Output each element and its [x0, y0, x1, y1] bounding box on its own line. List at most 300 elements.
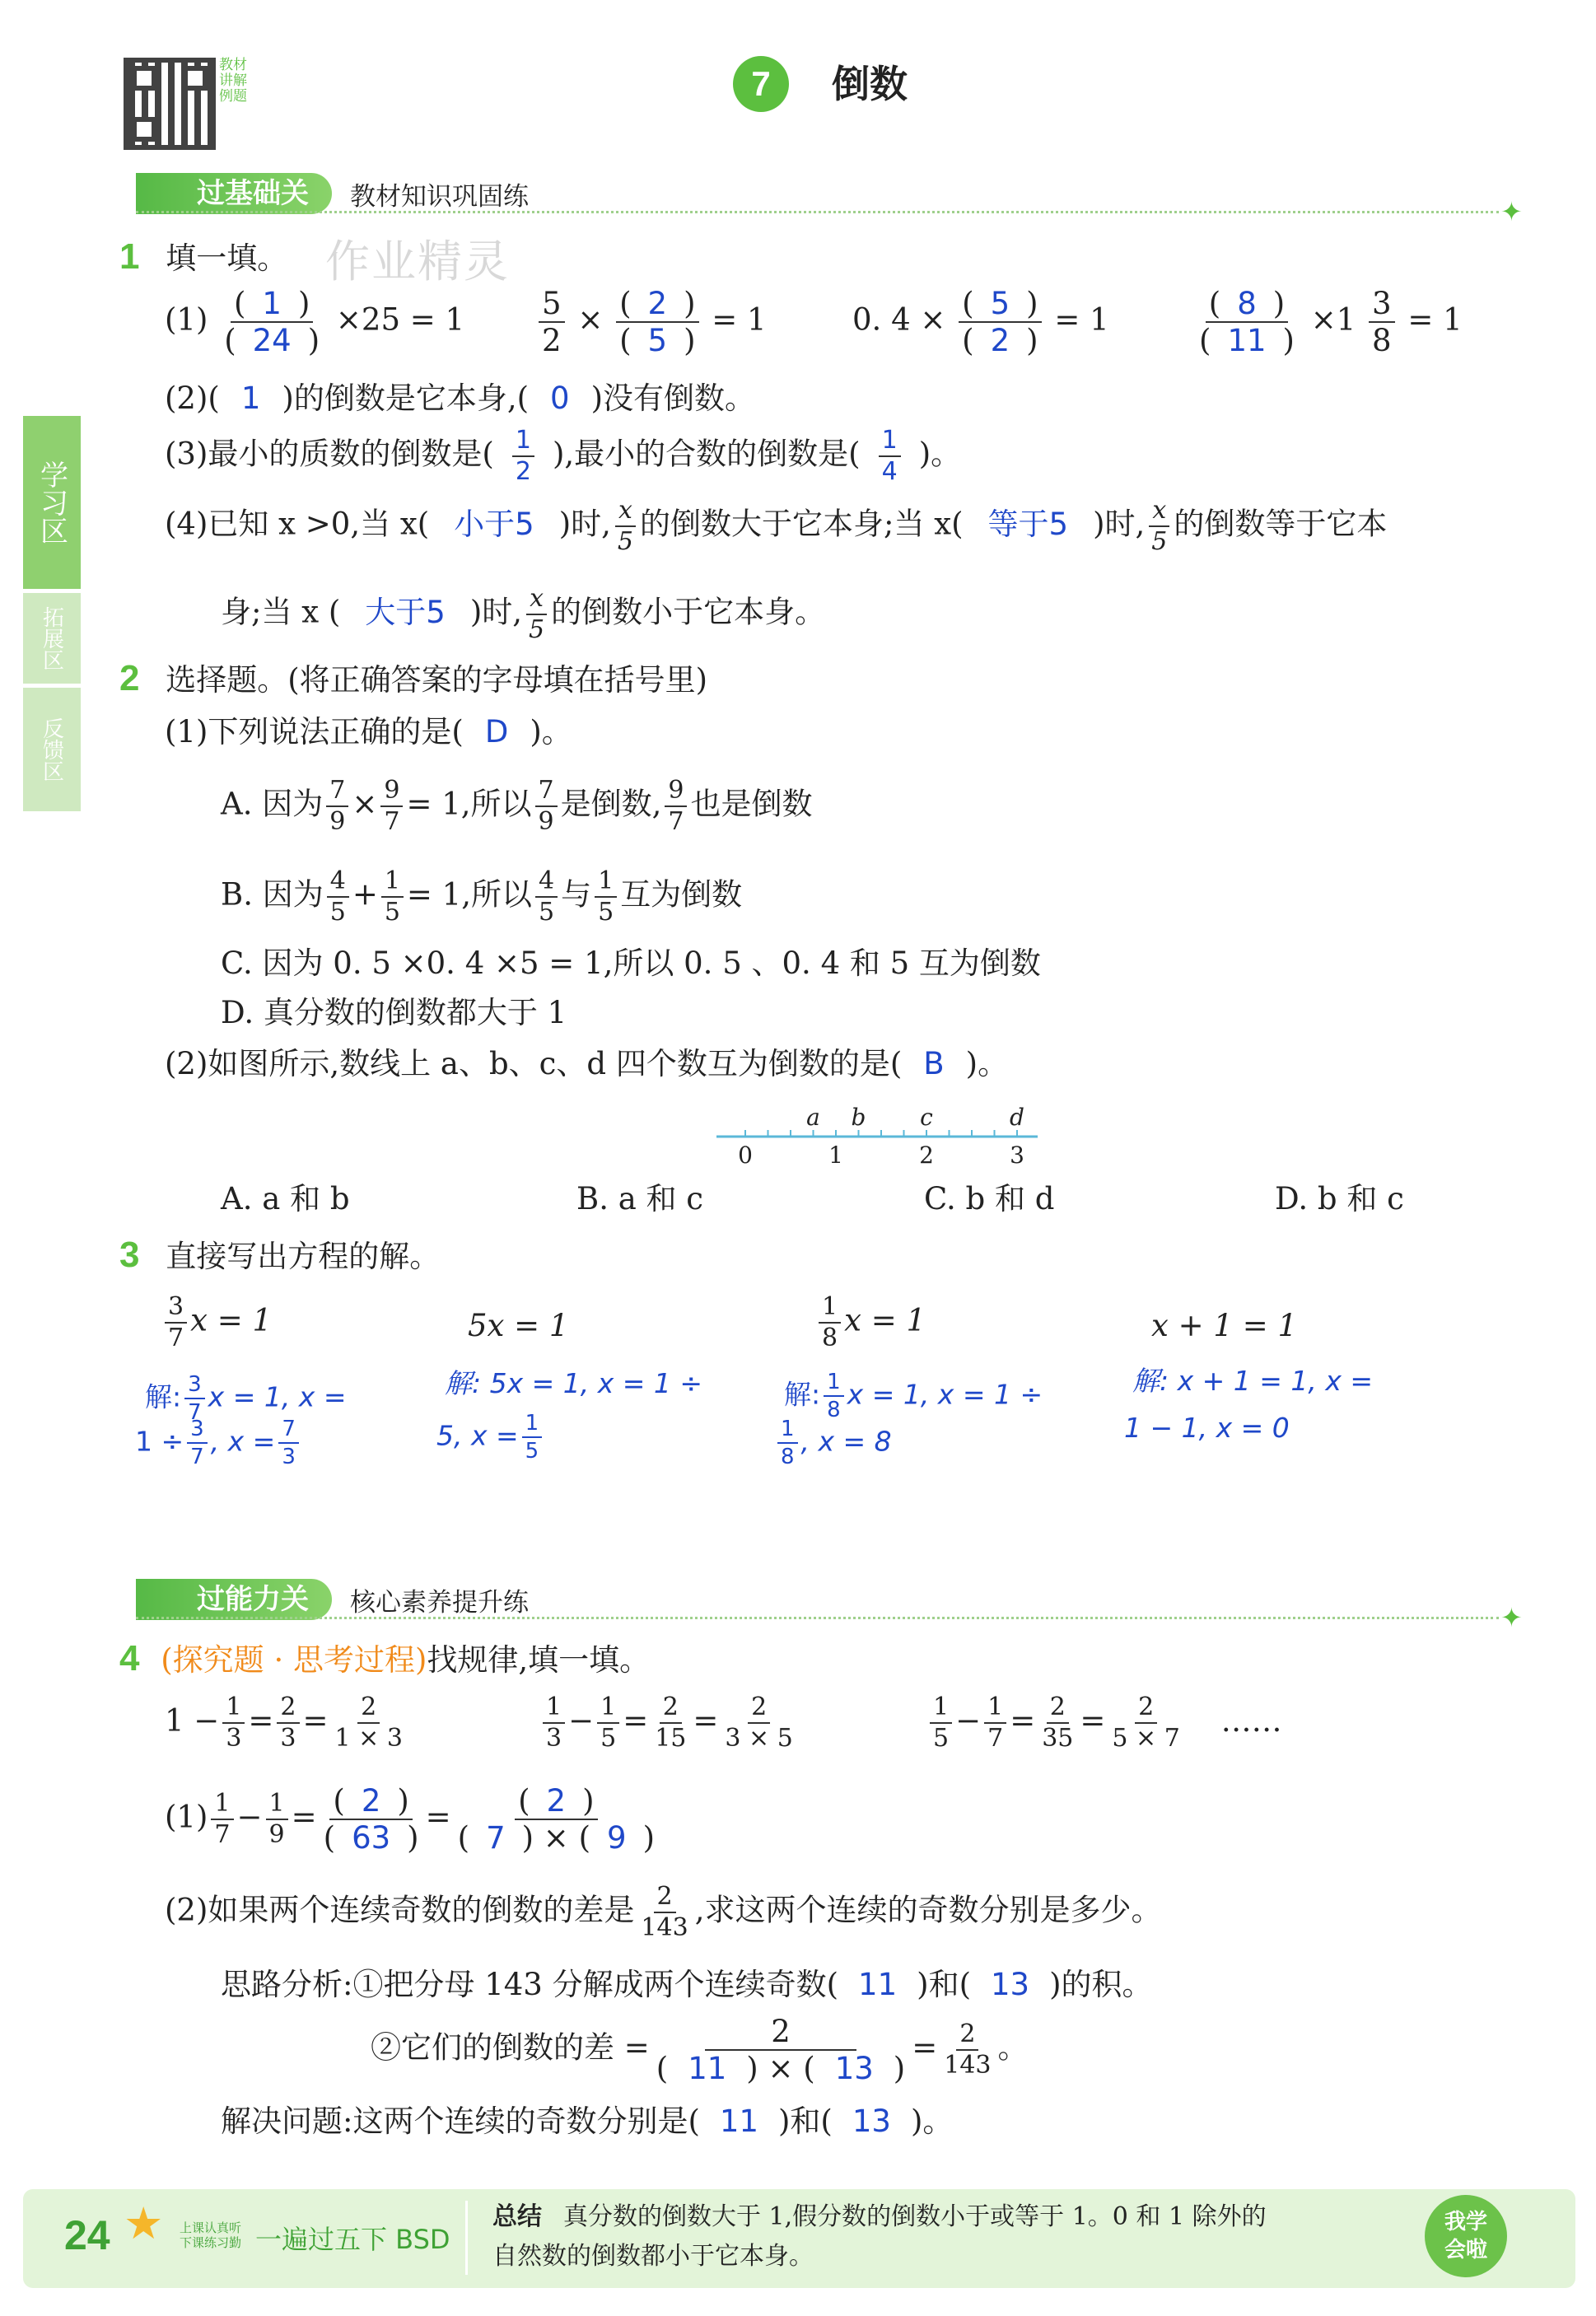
q4p1-answer1: $\frac{( 2 )}{( 63 )}$: [323, 1783, 419, 1856]
q1p3-ans2-den: 4: [881, 457, 898, 486]
q1p1-d-num: 3: [1369, 288, 1395, 323]
q4pt3-f1: [984, 1695, 1006, 1751]
q1-number: 1: [119, 236, 140, 277]
q4a2-frac: $\frac{2}{( 11 ) \times ( 13 )}$: [656, 2014, 906, 2086]
q1p3-ans1: [512, 428, 534, 484]
q4pt1-f3-den: 1 × 3: [334, 1724, 403, 1753]
q4pt2-f3: [721, 1695, 796, 1751]
q1p3-ans1-num: 1: [512, 428, 534, 457]
q1-part4-line1: [165, 498, 1387, 554]
q1p3-pre: (3)最小的质数的倒数是(: [165, 436, 494, 472]
q4a1-ans1: 11: [858, 1967, 898, 2002]
q1p3-ans1-den: 2: [515, 457, 531, 486]
q1p1-c-ans-num: 5: [990, 286, 1010, 321]
q4pt1-f1-den: 3: [226, 1724, 242, 1753]
q3s3-f2: [777, 1418, 798, 1468]
number-line: [708, 1095, 1054, 1170]
q1p3-ans2: [879, 428, 901, 484]
q1p1-a-answer: $\frac{( 1 )}{( 24 )}$: [224, 286, 320, 358]
section-divider-basic: [136, 211, 1499, 213]
q4-title: 找规律,填一填。: [427, 1642, 651, 1678]
qr-caption: [219, 58, 260, 105]
number-line-tick-label: 3: [1010, 1142, 1024, 1169]
q1p1-b-num: 5: [539, 288, 565, 323]
q1p2-pre: (2)(: [165, 381, 220, 416]
q4a2-ans1: 11: [688, 2051, 727, 2086]
q1p4-l1c: 的倒数大于它本身;当 x(: [640, 506, 964, 542]
q2-option-b: [221, 866, 743, 927]
q4a1-c: )的积。: [1049, 1967, 1153, 2002]
q2p2-pre: (2)如图所示,数线上 a、b、c、d 四个数互为倒数的是(: [165, 1046, 903, 1081]
q1p1-b-tail: = 1: [712, 301, 767, 338]
q4-ellipsis: ……: [1220, 1702, 1282, 1739]
q4pt1-lead: 1 −: [165, 1702, 220, 1739]
q3s2-f-num: 1: [522, 1412, 543, 1438]
q4pt1-f1: [222, 1695, 245, 1751]
q3-sol1-line1: [145, 1374, 346, 1423]
q2p2-option-c: C. b 和 d: [924, 1181, 1055, 1216]
q2b-t5: 互为倒数: [620, 876, 743, 913]
q1p4-l1e: 的倒数等于它本: [1174, 506, 1388, 542]
q2a-t2: ×: [352, 786, 378, 822]
qr-caption-3: 例题: [219, 88, 247, 105]
q3s3-f2-num: 1: [777, 1418, 798, 1444]
q1p1-a-den: 24: [252, 323, 292, 358]
q4-tag: (探究题 · 思考过程): [161, 1642, 427, 1678]
q3-eq4: x + 1 = 1: [1151, 1308, 1297, 1343]
book-title: 一遍过五下 BSD: [255, 2224, 450, 2255]
q2b-f1: [327, 866, 349, 927]
q2a-f4-den: 7: [668, 807, 684, 836]
q1p1-d-mid: ×1: [1310, 301, 1356, 338]
q4p1-f2: [266, 1791, 288, 1847]
q3s1-f3-num: 7: [278, 1418, 299, 1444]
q2a-t3: = 1,所以: [406, 786, 532, 822]
number-line-point-c: c: [920, 1104, 933, 1131]
side-tab-extend-label: 拓展区: [39, 606, 64, 670]
q2p1-ans: D: [484, 714, 509, 749]
watermark: 作业精灵: [325, 236, 510, 287]
q4pt3-f1-num: 1: [984, 1695, 1006, 1724]
mascot-star-icon: ★: [124, 2197, 164, 2249]
q2a-f3: [535, 778, 558, 834]
q4pt1-f2-num: 2: [277, 1695, 299, 1724]
q3e3-tail: x = 1: [844, 1302, 926, 1338]
q3-sol4-line2: 1 − 1, x = 0: [1124, 1412, 1290, 1444]
footer-slogan-2: 下课练习勤: [180, 2235, 242, 2250]
q3s1-c: 1 ÷: [135, 1425, 184, 1458]
q4-analysis2: ②它们的倒数的差 = $\frac{2}{( 11 ) \times ( 13 )}$ = $\frac{2}{143}$ 。: [371, 2014, 1029, 2086]
section-banner-basic: [136, 173, 529, 214]
q3-eq1: [161, 1292, 273, 1352]
q4s-ans1: 11: [719, 2104, 758, 2139]
q1-part3: [165, 428, 961, 484]
q2b-f4: [595, 866, 617, 927]
q3s1-f2: [187, 1418, 208, 1468]
q2a-f4-num: 9: [665, 778, 687, 807]
q1p4-l2c: 的倒数小于它本身。: [551, 594, 826, 630]
q4a2-rhs: [940, 2019, 994, 2080]
section-subtitle-basic: 教材知识巩固练: [350, 181, 529, 212]
q4pt1-f2-den: 3: [280, 1724, 296, 1753]
q4pt2-f2-num: 2: [660, 1695, 682, 1724]
side-tab-extend[interactable]: [23, 593, 81, 684]
q4pt3-f3: [1108, 1695, 1183, 1751]
q4p1-f1-den: 7: [214, 1820, 231, 1849]
summary-text: [492, 2197, 1267, 2276]
q2p1-post: )。: [530, 714, 572, 749]
q4a1-a: 思路分析:①把分母 143 分解成两个连续奇数(: [221, 1967, 839, 2002]
q4p1-ans-den: 63: [352, 1820, 391, 1856]
q3-eq2: 5x = 1: [468, 1308, 569, 1343]
q1p1-c-head: 0. 4 ×: [852, 301, 946, 338]
q2b-f3-num: 4: [535, 869, 558, 898]
q4pt3-f2-num: 2: [1047, 1695, 1069, 1724]
badge-i-learned: [1425, 2195, 1507, 2277]
q4pt2-f0-num: 1: [543, 1695, 565, 1724]
q3s1-b: x = 1, x =: [208, 1380, 347, 1413]
q3s1-f1-den: 7: [188, 1400, 202, 1425]
q4pt3-f3-num: 2: [1135, 1695, 1157, 1724]
q1p1-d-ans-den: 11: [1227, 323, 1267, 358]
q2a-f2-den: 7: [384, 807, 400, 836]
q1p4-l1d: )时,: [1093, 506, 1146, 542]
q3s3-b: x = 1, x = 1 ÷: [847, 1378, 1043, 1411]
q3s3-f1: [824, 1371, 844, 1421]
side-tab-feedback[interactable]: [23, 688, 81, 811]
q4-part1: (1) $\frac{1}{7}$ − $\frac{1}{9}$ = $\frac{( 2 )}{( 63 )}$ = $\frac{( 2 )}{( 7 ) \times ( 9 )}$: [165, 1786, 661, 1853]
page-title: 倒数: [832, 62, 908, 106]
q1p1-a-tail: ×25 = 1: [335, 301, 465, 338]
q3e1-num: 3: [165, 1295, 187, 1324]
q3s2-f-den: 5: [525, 1439, 539, 1464]
q2-heading: [119, 659, 707, 700]
number-line-point-b: b: [851, 1104, 866, 1131]
number-line-point-d: d: [1010, 1104, 1024, 1131]
q3e3-frac: [819, 1292, 841, 1352]
q4pt3-f0-den: 5: [933, 1724, 950, 1753]
q3e1-den: 7: [168, 1324, 184, 1352]
q1p3-mid: ),最小的合数的倒数是(: [552, 436, 861, 472]
q1p4-frac1-num: x: [615, 498, 636, 527]
q3-heading: [119, 1235, 440, 1277]
q3e1-tail: x = 1: [190, 1302, 273, 1338]
q3-sol2-line1: 解: 5x = 1, x = 1 ÷: [445, 1367, 703, 1399]
q1-title: 填一填。: [166, 240, 288, 276]
q1p4-frac3: [525, 586, 548, 642]
q3s3-a: 解:: [784, 1378, 821, 1411]
q4s-c: )。: [910, 2104, 954, 2139]
q2b-f3: [535, 866, 558, 927]
q1p4-frac3-num: x: [526, 586, 547, 615]
footer-slogan-1: 上课认真听: [180, 2220, 242, 2235]
q1p4-ans2: 等于5: [987, 506, 1069, 542]
q1p4-l1a: (4)已知 x >0,当 x(: [165, 506, 430, 542]
q1-part1: [165, 288, 464, 356]
q3e1-frac: [165, 1292, 187, 1352]
q2b-f2-num: 1: [381, 869, 404, 898]
q4pt2-f1-num: 1: [597, 1695, 619, 1724]
q4p2-frac-num: 2: [654, 1884, 676, 1913]
q2-option-a: [221, 778, 812, 834]
q4p1-f2-den: 9: [268, 1820, 285, 1849]
q2-title: 选择题。(将正确答案的字母填在括号里): [166, 662, 708, 698]
q3-eq3: [815, 1292, 926, 1352]
q3s1-f2-num: 3: [187, 1418, 208, 1444]
q1p4-l2a: 身;当 x (: [221, 594, 341, 630]
q4a2-frac-num: 2: [705, 2016, 856, 2051]
q2a-f2: [380, 778, 403, 834]
q2p2-ans: B: [923, 1046, 945, 1081]
q1p4-frac2-num: x: [1149, 498, 1169, 527]
q4pt2-f1-den: 5: [600, 1724, 617, 1753]
q2b-t2: +: [352, 876, 378, 913]
q4p1-f2-num: 1: [266, 1791, 288, 1820]
q1p1-d-frac: [1369, 288, 1395, 356]
badge-line1: 我学: [1444, 2210, 1487, 2234]
q4p1-label: (1): [165, 1799, 208, 1835]
q4a2-a: ②它们的倒数的差 =: [371, 2029, 650, 2066]
summary-label: 总结: [492, 2202, 542, 2231]
q4a2-ans2: 13: [834, 2051, 874, 2086]
star-icon: ✦: [1500, 1602, 1523, 1633]
q2a-f3-num: 7: [535, 778, 558, 807]
q1p1-b-answer: $\frac{( 2 )}{( 5 )}$: [616, 288, 698, 356]
section-banner-ability: [136, 1579, 529, 1620]
q3s1-d: , x =: [210, 1425, 276, 1458]
q2-option-d: D. 真分数的倒数都大于 1: [221, 995, 567, 1030]
q4pt1-f3-num: 2: [357, 1695, 380, 1724]
q4pt2-f0: [543, 1695, 565, 1751]
q4a1-b: )和(: [917, 1967, 972, 2002]
q4p1-ans2-d1: 7: [486, 1820, 506, 1856]
q4p1-ans2-num: 2: [546, 1783, 567, 1819]
q2p2-option-d: D. b 和 c: [1275, 1181, 1404, 1216]
q2b-f2-den: 5: [384, 898, 400, 927]
q4-pattern3: $\frac{1}{5}$ − $\frac{1}{7}$ = $\frac{2}{35}$ = $\frac{2}{5 \times 7}$ ……: [926, 1695, 1282, 1751]
q2-part2: [165, 1044, 1008, 1084]
q2b-f4-den: 5: [598, 898, 614, 927]
q2a-t1: A. 因为: [221, 786, 324, 822]
q2b-t3: = 1,所以: [406, 876, 532, 913]
q4-pattern1: 1 − $\frac{1}{3}$ = $\frac{2}{3}$ = $\frac{2}{1 \times 3}$: [165, 1695, 409, 1751]
star-icon: ✦: [1500, 196, 1523, 227]
lesson-number-badge: [733, 56, 789, 112]
q1p4-frac1: [614, 498, 637, 554]
q1p1-label: (1): [165, 301, 208, 338]
q1p1-d-answer: $\frac{( 8 )}{( 11 )}$: [1199, 286, 1295, 358]
q4p1-f1-num: 1: [211, 1791, 233, 1820]
q2a-f1: [326, 778, 348, 834]
q1p4-l2b: )时,: [469, 594, 523, 630]
q4a2-rhs-den: 143: [944, 2051, 992, 2080]
q4s-ans2: 13: [852, 2104, 891, 2139]
section-title-ability: 过能力关: [136, 1579, 332, 1620]
q4pt3-f2-den: 35: [1042, 1724, 1074, 1753]
q2b-f4-num: 1: [595, 869, 617, 898]
footer-slogan: [180, 2220, 241, 2250]
q3e3-den: 8: [822, 1324, 838, 1352]
side-tab-study[interactable]: [23, 416, 81, 589]
q1p3-post: )。: [918, 436, 962, 472]
q4a1-ans2: 13: [991, 1967, 1030, 2002]
q4pt2-f3-den: 3 × 5: [725, 1724, 793, 1753]
q4p2-post: ,求这两个连续的奇数分别是多少。: [694, 1892, 1162, 1928]
q1p1-c-answer: $\frac{( 5 )}{( 2 )}$: [959, 288, 1041, 356]
badge-line2: 会啦: [1444, 2238, 1487, 2262]
q1p1-d-tail: = 1: [1407, 301, 1463, 338]
q1p2-mid: )的倒数是它本身,(: [282, 381, 530, 416]
q4pt3-f0: [930, 1695, 952, 1751]
q1p4-ans3: 大于5: [365, 594, 446, 630]
q4-heading: [119, 1639, 650, 1680]
side-tab-feedback-label: 反馈区: [39, 717, 64, 782]
q2b-t4: 与: [561, 876, 592, 913]
q1p1-a-num: 1: [262, 286, 282, 321]
q1p1-b-den: 2: [542, 323, 562, 358]
q4p1-answer2: $\frac{( 2 )}{( 7 ) \times ( 9 )}$: [457, 1783, 655, 1856]
q4pt1-f3: [332, 1695, 406, 1751]
number-line-tick-label: 1: [828, 1142, 843, 1169]
side-tab-study-label: 学习区: [35, 460, 68, 544]
q1p1-d-den: 8: [1372, 323, 1392, 358]
q2a-f1-num: 7: [326, 778, 348, 807]
q1-part1-d: [1192, 288, 1463, 356]
q4pt3-f2: [1038, 1695, 1076, 1751]
q1-part1-c: [852, 288, 1109, 356]
q1p1-b-mid: ×: [577, 301, 604, 338]
q3s1-f1-num: 3: [184, 1374, 205, 1399]
q4p1-ans-num: 2: [361, 1783, 381, 1819]
q2p2-option-b: B. a 和 c: [576, 1181, 704, 1216]
q4pt2-f2-den: 15: [655, 1724, 687, 1753]
q2p2-post: )。: [965, 1046, 1009, 1081]
q3s3-f2-den: 8: [781, 1445, 795, 1469]
q2p1-pre: (1)下列说法正确的是(: [165, 714, 464, 749]
q1-heading: [119, 237, 287, 278]
q3e3-num: 1: [819, 1295, 841, 1324]
q1p4-frac1-den: 5: [617, 527, 634, 556]
q1-part2: [165, 379, 755, 418]
q3-sol2-line2: [436, 1412, 545, 1462]
q3s3-f1-den: 8: [827, 1398, 841, 1422]
q3-sol1-line2: [135, 1418, 302, 1468]
number-line-tick-label: 2: [919, 1142, 934, 1169]
footer-divider: [465, 2201, 468, 2275]
q1p2-post: )没有倒数。: [590, 381, 756, 416]
q1p4-frac2: [1148, 498, 1170, 554]
qr-caption-1: 教材: [219, 57, 247, 73]
q3s3-c: , x = 8: [800, 1425, 892, 1458]
q3-sol4-line1: 解: x + 1 = 1, x =: [1132, 1365, 1374, 1397]
q1p4-frac2-den: 5: [1151, 527, 1168, 556]
q2b-f1-num: 4: [327, 869, 349, 898]
q4-number: 4: [119, 1638, 140, 1679]
q3s1-f2-den: 7: [190, 1445, 204, 1469]
q2b-f1-den: 5: [329, 898, 346, 927]
q3s1-f3: [278, 1418, 299, 1468]
q2-part1: [165, 712, 572, 752]
q2-number: 2: [119, 658, 140, 698]
number-line-points: [806, 1104, 1024, 1131]
q1p4-l1b: )时,: [558, 506, 611, 542]
q1-part4-line2: [221, 586, 825, 642]
q4p2-frac-den: 143: [641, 1913, 688, 1942]
q4s-a: 解决问题:这两个连续的奇数分别是(: [221, 2104, 700, 2139]
q2b-f2: [381, 866, 404, 927]
q2a-t5: 也是倒数: [690, 786, 813, 822]
q4pt1-f2: [277, 1695, 299, 1751]
q2a-f4: [665, 778, 687, 834]
q3s1-f3-den: 3: [282, 1445, 296, 1469]
q2a-f3-den: 9: [538, 807, 554, 836]
q4p2-frac: [637, 1884, 691, 1940]
q4-solution: [221, 2102, 953, 2141]
q4p1-f1: [211, 1791, 233, 1847]
q2b-t1: B. 因为: [221, 876, 324, 913]
q4s-b: )和(: [778, 2104, 833, 2139]
section-subtitle-ability: 核心素养提升练: [350, 1587, 529, 1618]
q1p1-c-tail: = 1: [1054, 301, 1109, 338]
q4pt2-f1: [597, 1695, 619, 1751]
qr-code[interactable]: [124, 58, 216, 150]
q4-part2: [165, 1884, 1161, 1940]
q3-number: 3: [119, 1235, 140, 1275]
summary-line1: 真分数的倒数大于 1,假分数的倒数小于或等于 1。0 和 1 除外的: [563, 2202, 1267, 2231]
summary-line2: 自然数的倒数都小于它本身。: [492, 2242, 814, 2271]
section-title-basic: 过基础关: [136, 173, 332, 214]
q1-part1-b: [535, 288, 767, 356]
q3s3-f1-num: 1: [824, 1371, 844, 1397]
q4a2-rhs-num: 2: [956, 2022, 978, 2051]
q4pt3-f3-den: 5 × 7: [1112, 1724, 1180, 1753]
q3s2-f: [522, 1412, 543, 1462]
q4-analysis1: [221, 1965, 1153, 2005]
qr-caption-2: 讲解: [219, 72, 247, 89]
q4pt3-f1-den: 7: [987, 1724, 1004, 1753]
q1p1-b-ans-num: 2: [647, 286, 668, 321]
q4p2-pre: (2)如果两个连续奇数的倒数的差是: [165, 1892, 635, 1928]
q1p1-b-frac: [539, 288, 565, 356]
q2a-f2-num: 9: [380, 778, 403, 807]
q4pt1-f1-num: 1: [222, 1695, 245, 1724]
q4p1-ans2-d2: 9: [607, 1820, 627, 1856]
q1p3-ans2-num: 1: [879, 428, 901, 457]
q2a-f1-den: 9: [329, 807, 346, 836]
section-divider-ability: [136, 1617, 1499, 1619]
q3-title: 直接写出方程的解。: [166, 1239, 441, 1274]
q2a-t4: 是倒数,: [560, 786, 662, 822]
number-line-tick-label: 0: [738, 1142, 753, 1169]
page-number: 24: [64, 2212, 110, 2258]
q3s2-b: 5, x =: [436, 1419, 519, 1452]
q2b-f3-den: 5: [539, 898, 555, 927]
q1p4-ans1: 小于5: [454, 506, 534, 542]
q3-sol3-line1: [784, 1371, 1043, 1421]
q3-sol3-line2: [774, 1418, 892, 1468]
q1p4-frac3-den: 5: [529, 615, 545, 644]
q4pt3-f0-num: 1: [930, 1695, 952, 1724]
q3s1-f1: [184, 1374, 205, 1423]
q3s1-a: 解:: [145, 1380, 182, 1413]
lesson-number: 7: [751, 64, 771, 103]
q4-pattern2: $\frac{1}{3}$ − $\frac{1}{5}$ = $\frac{2}{15}$ = $\frac{2}{3 \times 5}$: [539, 1695, 800, 1751]
number-line-point-a: a: [806, 1104, 820, 1131]
q1p1-d-ans-num: 8: [1237, 286, 1257, 321]
q2p2-option-a: A. a 和 b: [221, 1181, 350, 1216]
q1p2-ans2: 0: [550, 381, 570, 416]
q1p1-b-ans-den: 5: [647, 323, 668, 358]
